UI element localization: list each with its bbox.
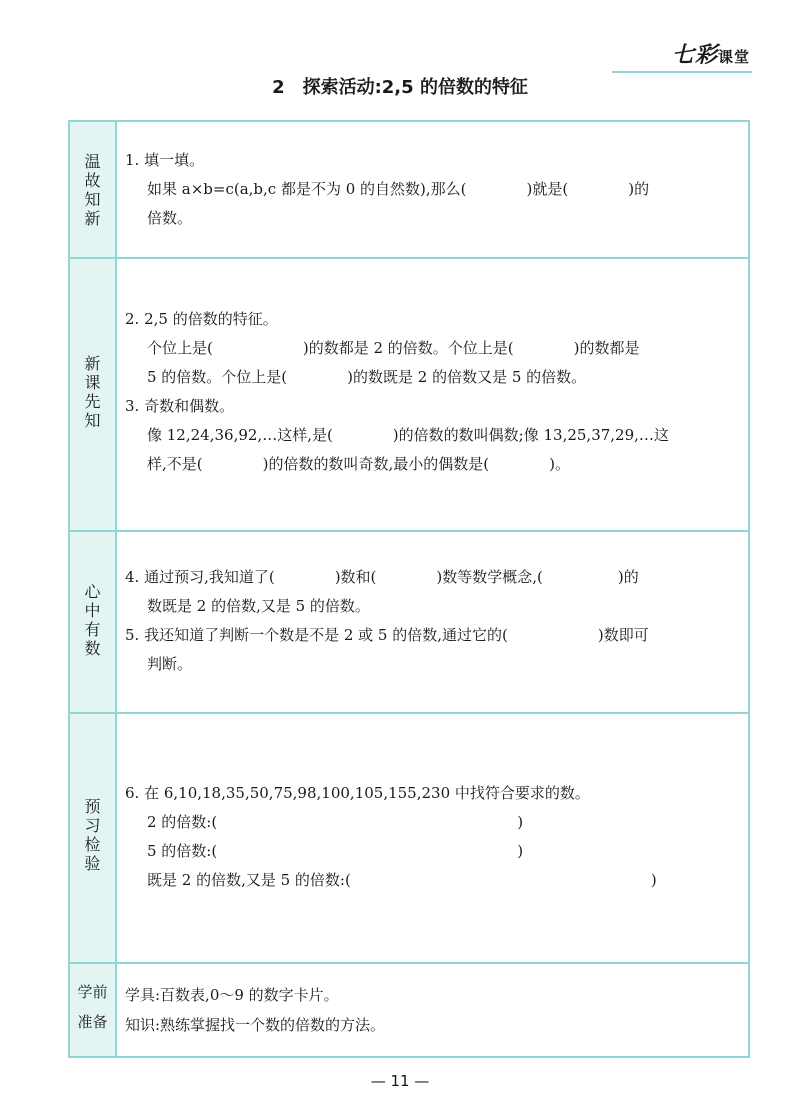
section-label-review: 温 故 知 新: [84, 152, 101, 228]
row-divider: [70, 712, 748, 714]
question-heading: 3. 奇数和偶数。: [125, 397, 235, 415]
prep-knowledge: 知识:熟练掌握找一个数的倍数的方法。: [125, 1016, 386, 1034]
question-heading: 1. 填一填。: [125, 151, 205, 169]
section-reflection-content: [125, 563, 750, 679]
section-label-reflection: 心 中 有 数: [84, 582, 101, 658]
row-divider: [70, 962, 748, 964]
answer-line: 5 的倍数:( ): [147, 842, 524, 860]
question-text: 个位上是( )的数都是 2 的倍数。个位上是( )的数都是: [147, 339, 640, 357]
section-label-check: 预 习 检 验: [84, 797, 101, 873]
question-text: 如果 a×b=c(a,b,c 都是不为 0 的自然数),那么( )就是( )的: [147, 180, 650, 198]
brand-logo: 七彩课堂: [671, 43, 750, 68]
answer-line: 既是 2 的倍数,又是 5 的倍数:( ): [147, 871, 657, 889]
section-check-content: [125, 779, 750, 895]
question-text: 4. 通过预习,我知道了( )数和( )数等数学概念,( )的: [125, 568, 639, 586]
question-text: 5. 我还知道了判断一个数是不是 2 或 5 的倍数,通过它的( )数即可: [125, 626, 649, 644]
question-text: 倍数。: [147, 209, 193, 227]
row-divider: [70, 530, 748, 532]
question-text: 像 12,24,36,92,…这样,是( )的倍数的数叫偶数;像 13,25,37,29,…这: [147, 426, 669, 444]
section-label-prep: 学前 准备: [77, 983, 108, 1031]
prep-tools: 学具:百数表,0～9 的数字卡片。: [125, 986, 339, 1004]
section-preview-content: [125, 305, 750, 479]
question-text: 判断。: [147, 655, 193, 673]
page-title: 2 探索活动:2,5 的倍数的特征: [272, 77, 528, 98]
section-label-preview: 新 课 先 知: [84, 354, 101, 430]
worksheet-table: [68, 120, 750, 1058]
question-text: 5 的倍数。个位上是( )的数既是 2 的倍数又是 5 的倍数。: [147, 368, 587, 386]
question-text: 6. 在 6,10,18,35,50,75,98,100,105,155,230 中找符合要求的数。: [125, 784, 590, 802]
question-text: 样,不是( )的倍数的数叫奇数,最小的偶数是( )。: [147, 455, 570, 473]
question-heading: 2. 2,5 的倍数的特征。: [125, 310, 278, 328]
answer-line: 2 的倍数:( ): [147, 813, 524, 831]
section-prep-content: [125, 980, 750, 1040]
row-divider: [70, 257, 748, 259]
question-text: 数既是 2 的倍数,又是 5 的倍数。: [147, 597, 370, 615]
section-review-content: [125, 146, 750, 233]
page-number: — 11 —: [370, 1072, 430, 1090]
